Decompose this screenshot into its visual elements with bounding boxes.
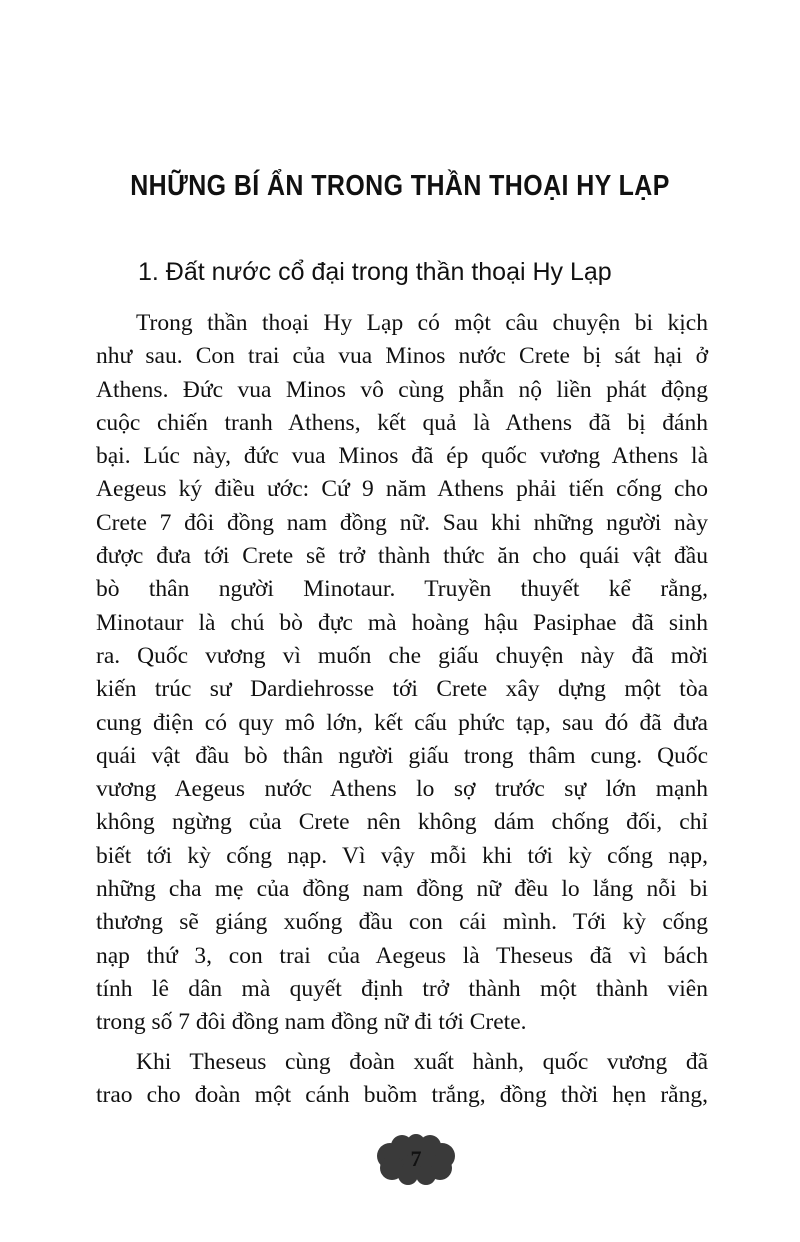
text-line: cung điện có quy mô lớn, kết cấu phức tạp, sau đó đã đưa xyxy=(96,709,708,736)
text-line: thương sẽ giáng xuống đầu con cái mình. Tới kỳ cống xyxy=(96,909,708,936)
text-line: ra. Quốc vương vì muốn che giấu chuyện này đã mời xyxy=(96,642,708,669)
text-line: kiến trúc sư Dardiehrosse tới Crete xây dựng một tòa xyxy=(96,676,708,703)
text-line: Trong thần thoại Hy Lạp có một câu chuyện bi kịch xyxy=(136,310,708,336)
text-line: bại. Lúc này, đức vua Minos đã ép quốc vương Athens là xyxy=(96,443,708,470)
chapter-title: NHỮNG BÍ ẨN TRONG THẦN THOẠI HY LẠP xyxy=(130,170,670,202)
text-line: biết tới kỳ cống nạp. Vì vậy mỗi khi tới kỳ cống nạp, xyxy=(96,842,708,869)
text-line: Minotaur là chú bò đực mà hoàng hậu Pasiphae đã sinh xyxy=(96,609,708,636)
text-line: được đưa tới Crete sẽ trở thành thức ăn cho quái vật đầu xyxy=(96,543,708,570)
text-line: Crete 7 đôi đồng nam đồng nữ. Sau khi những người này xyxy=(96,509,708,536)
text-line: nạp thứ 3, con trai của Aegeus là Theseus đã vì bách xyxy=(96,942,708,969)
text-line: Khi Theseus cùng đoàn xuất hành, quốc vương đã xyxy=(136,1048,708,1075)
text-line: trao cho đoàn một cánh buồm trắng, đồng thời hẹn rằng, xyxy=(96,1081,708,1108)
page-number-badge xyxy=(372,1134,460,1186)
text-line: Aegeus ký điều ước: Cứ 9 năm Athens phải tiến cống cho xyxy=(96,476,708,503)
text-line: bò thân người Minotaur. Truyền thuyết kể rằng, xyxy=(96,576,708,603)
paragraph-2 xyxy=(96,1046,708,1113)
text-line: những cha mẹ của đồng nam đồng nữ đều lo lắng nỗi bi xyxy=(96,876,708,903)
text-line: trong số 7 đôi đồng nam đồng nữ đi tới Crete. xyxy=(96,1009,527,1036)
paragraph-1 xyxy=(96,307,708,1040)
text-line: Athens. Đức vua Minos vô cùng phẫn nộ liền phát động xyxy=(96,376,708,403)
text-line: quái vật đầu bò thân người giấu trong thâm cung. Quốc xyxy=(96,742,708,769)
text-line: cuộc chiến tranh Athens, kết quả là Athens đã bị đánh xyxy=(96,409,708,436)
text-line: tính lê dân mà quyết định trở thành một thành viên xyxy=(96,975,708,1002)
section-heading: 1. Đất nước cổ đại trong thần thoại Hy Lạp xyxy=(138,258,612,286)
text-line: không ngừng của Crete nên không dám chống đối, chỉ xyxy=(96,809,708,836)
text-line: vương Aegeus nước Athens lo sợ trước sự lớn mạnh xyxy=(96,776,708,803)
text-line: như sau. Con trai của vua Minos nước Crete bị sát hại ở xyxy=(96,343,708,370)
body-text xyxy=(96,307,708,1112)
page-number: 7 xyxy=(410,1146,422,1171)
